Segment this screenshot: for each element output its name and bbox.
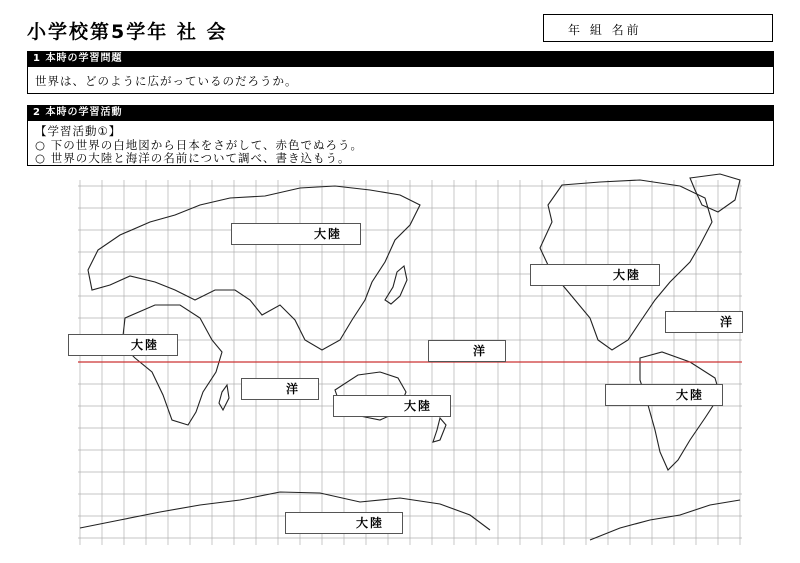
label-box-continent-5[interactable]: 大陸 (333, 395, 451, 417)
worksheet-title: 小学校第5学年 社 会 (27, 21, 228, 43)
label-box-ocean-2[interactable]: 洋 (428, 340, 506, 362)
label-box-ocean-3[interactable]: 洋 (241, 378, 319, 400)
name-field-label: 年 組 名前 (568, 23, 642, 37)
eurasia-outline (88, 186, 420, 350)
new-zealand-outline (433, 418, 446, 442)
activity-item-1: ○ 下の世界の白地図から日本をさがして、赤色でぬろう。 (35, 138, 363, 152)
africa-outline (122, 305, 222, 425)
learning-question: 世界は、どのように広がっているのだろうか。 (35, 74, 298, 88)
activity-title: 【学習活動①】 (35, 124, 122, 138)
activity-item-2: ○ 世界の大陸と海洋の名前について調べ、書き込もう。 (35, 151, 351, 165)
label-box-continent-4[interactable]: 大陸 (605, 384, 723, 406)
greenland-outline (690, 174, 740, 212)
section2-heading: 2 本時の学習活動 (27, 105, 774, 120)
section1-heading: 1 本時の学習問題 (27, 51, 774, 66)
label-box-continent-3[interactable]: 大陸 (68, 334, 178, 356)
label-box-continent-2[interactable]: 大陸 (530, 264, 660, 286)
label-box-continent-6[interactable]: 大陸 (285, 512, 403, 534)
label-box-ocean-1[interactable]: 洋 (665, 311, 743, 333)
label-box-continent-1[interactable]: 大陸 (231, 223, 361, 245)
